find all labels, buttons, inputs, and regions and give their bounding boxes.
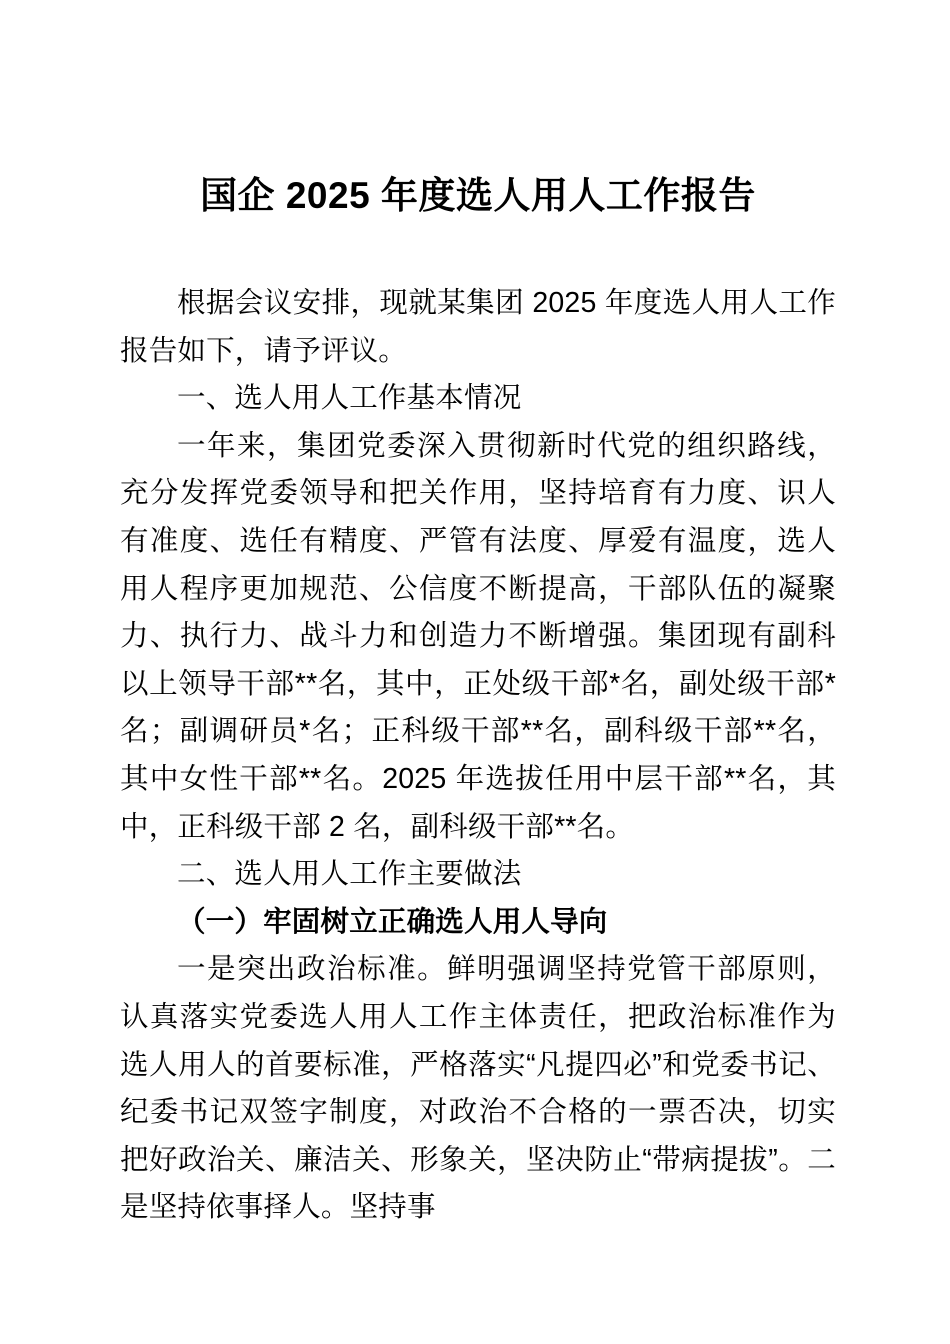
heading-section-one: 一、选人用人工作基本情况: [177, 382, 522, 415]
title-spacer: [120, 220, 836, 280]
document-content: [120, 0, 836, 1232]
heading-section-two: 二、选人用人工作主要做法: [177, 858, 522, 891]
paragraph-section-one-body: 一年来，集团党委深入贯彻新时代党的组织路线，充分发挥党委领导和把关作用，坚持培育有力度、识人有准度、选任有精度、严管有法度、厚爱有温度，选人用人程序更加规范、公信度不断提高，干部队伍的凝聚力、执行力、战斗力和创造力不断增强。集团现有副科以上领导干部**名，其中，正处级干部*名，副处级干部*名；副调研员*名；正科级干部**名，副科级干部**名，其中女性干部**名。2025 年选拔任用中层干部**名，其中，正科级干部 2 名，副科级干部**名。: [120, 429, 836, 843]
paragraph-intro: 根据会议安排，现就某集团 2025 年度选人用人工作报告如下，请予评议。: [120, 287, 836, 367]
page-title: 国企 2025 年度选人用人工作报告: [200, 175, 756, 216]
paragraph-subsection-one-body: 一是突出政治标准。鲜明强调坚持党管干部原则，认真落实党委选人用人工作主体责任，把政治标准作为选人用人的首要标准，严格落实“凡提四必”和党委书记、纪委书记双签字制度，对政治不合格的一票否决，切实把好政治关、廉洁关、形象关，坚决防止“带病提拔”。二是坚持依事择人。坚持事: [120, 953, 836, 1224]
heading-subsection-one: （一）牢固树立正确选人用人导向: [177, 905, 608, 938]
